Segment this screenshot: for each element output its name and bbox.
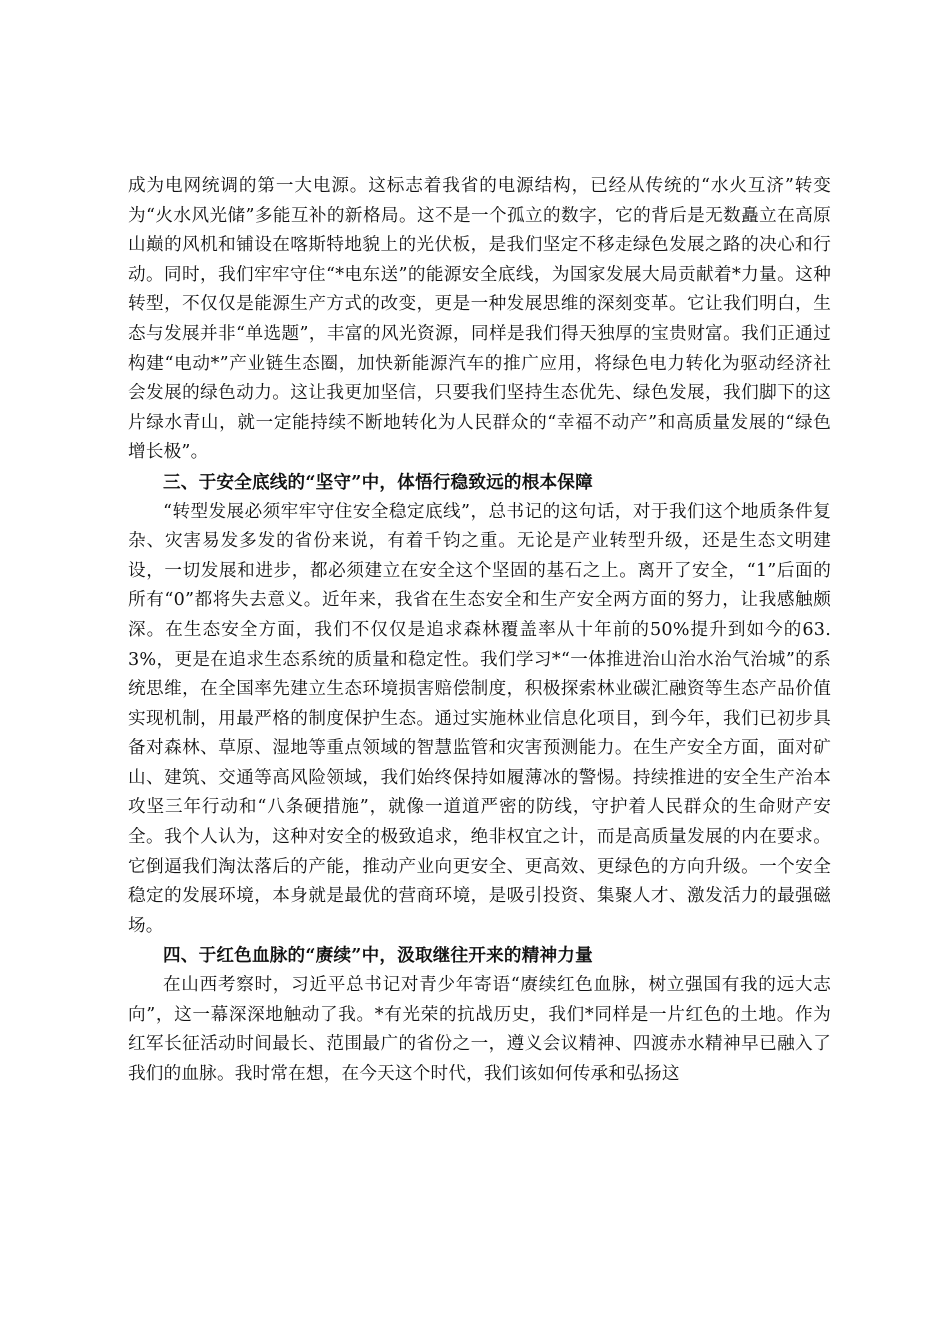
section-heading-3: 三、于安全底线的“坚守”中，体悟行稳致远的根本保障 <box>163 471 593 493</box>
body-paragraph-2: “转型发展必须牢牢守住安全稳定底线”，总书记的这句话，对于我们这个地质条件复杂、灾害易发多发的省份来说，有着千钧之重。无论是产业转型升级，还是生态文明建设，一切发展和进步，都必须建立在安全这个坚固的基石之上。离开了安全，“1”后面的所有“0”都将失去意义。近年来，我省在生态安全和生产安全两方面的努力，让我感触颇深。在生态安全方面，我们不仅仅是追求森林覆盖率从十年前的50%提升到如今的63.3%，更是在追求生态系统的质量和稳定性。我们学习*“一体推进治山治水治气治城”的系统思维，在全国率先建立生态环境损害赔偿制度，积极探索林业碳汇融资等生态产品价值实现机制，用最严格的制度保护生态。通过实施林业信息化项目，到今年，我们已初步具备对森林、草原、湿地等重点领域的智慧监管和灾害预测能力。在生产安全方面，面对矿山、建筑、交通等高风险领域，我们始终保持如履薄冰的警惕。持续推进的安全生产治本攻坚三年行动和“八条硬措施”，就像一道道严密的防线，守护着人民群众的生命财产安全。我个人认为，这种对安全的极致追求，绝非权宜之计，而是高质量发展的内在要求。它倒逼我们淘汰落后的产能，推动产业向更安全、更高效、更绿色的方向升级。一个安全稳定的发展环境，本身就是最优的营商环境，是吸引投资、集聚人才、激发活力的最强磁场。 <box>128 501 831 936</box>
section-heading-4: 四、于红色血脉的“赓续”中，汲取继往开来的精神力量 <box>163 945 593 967</box>
body-paragraph-1: 成为电网统调的第一大电源。这标志着我省的电源结构，已经从传统的“水火互济”转变为“火水风光储”多能互补的新格局。这不是一个孤立的数字，它的背后是无数矗立在高原山巅的风机和铺设在喀斯特地貌上的光伏板，是我们坚定不移走绿色发展之路的决心和行动。同时，我们牢牢守住“*电东送”的能源安全底线，为国家发展大局贡献着*力量。这种转型，不仅仅是能源生产方式的改变，更是一种发展思维的深刻变革。它让我们明白，生态与发展并非“单选题”，丰富的风光资源，同样是我们得天独厚的宝贵财富。我们正通过构建“电动*”产业链生态圈，加快新能源汽车的推广应用，将绿色电力转化为驱动经济社会发展的绿色动力。这让我更加坚信，只要我们坚持生态优先、绿色发展，我们脚下的这片绿水青山，就一定能持续不断地转化为人民群众的“幸福不动产”和高质量发展的“绿色增长极”。 <box>128 176 831 463</box>
body-paragraph-3: 在山西考察时，习近平总书记对青少年寄语“赓续红色血脉，树立强国有我的远大志向”，这一幕深深地触动了我。*有光荣的抗战历史，我们*同样是一片红色的土地。作为红军长征活动时间最长、范围最广的省份之一，遵义会议精神、四渡赤水精神早已融入了我们的血脉。我时常在想，在今天这个时代，我们该如何传承和弘扬这 <box>128 975 831 1084</box>
document-body <box>128 172 831 1089</box>
